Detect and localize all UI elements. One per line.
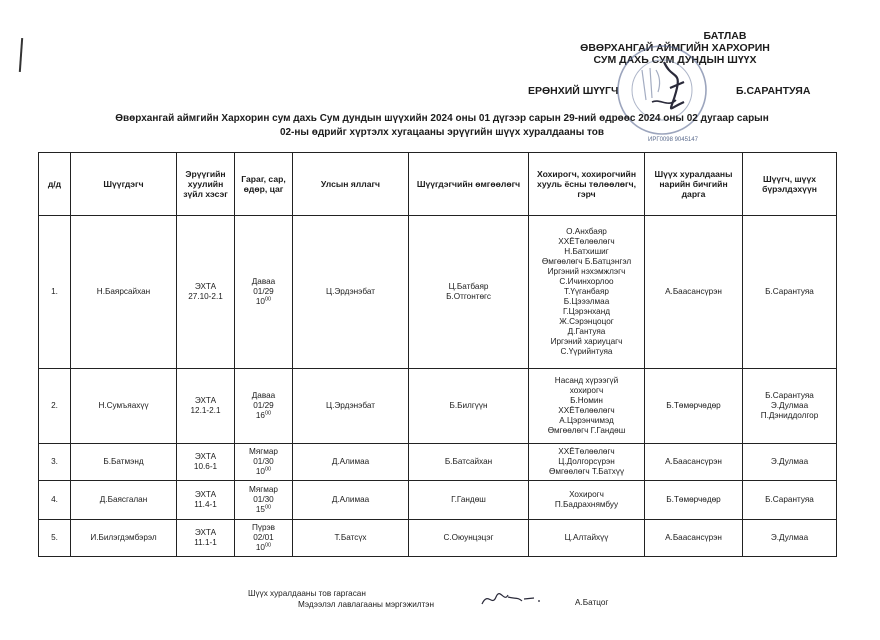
table-row (39, 216, 837, 369)
cell-datetime (235, 216, 293, 369)
cell-day: Пүрэв (251, 523, 276, 532)
cell-prosecutor: Т.Батсүх (293, 520, 409, 557)
cell-time-hour: 16 (255, 411, 265, 420)
cell-time-minutes: 00 (264, 542, 272, 549)
cell-judge: Б.Сарантуяа Э.Дулмаа П.Дэниддолгор (743, 369, 837, 444)
approval-line-2: СУМ ДАХЬ СУМ ДУНДЫН ШҮҮХ (593, 54, 757, 66)
cell-article: ЭХТА 11.1-1 (177, 520, 235, 557)
cell-victims: Хохирогч П.Бадрахнямбуу (529, 481, 645, 520)
cell-time-minutes: 00 (264, 504, 272, 511)
cell-victims: Насанд хүрээгүй хохирогч Б.Номин ХХЁТөлөөлөгч А.Цэрэнчимэд Өмгөөлөгч Г.Гандөш (529, 369, 645, 444)
cell-time (237, 297, 290, 307)
cell-time-hour: 10 (255, 543, 265, 552)
cell-article: ЭХТА 11.4-1 (177, 481, 235, 520)
header-victims: Хохирогч, хохирогчийн хууль ёсны төлөөлөгч, гэрч (529, 153, 645, 216)
cell-defender: Б.Батсайхан (409, 444, 529, 481)
cell-defender: С.Оюунцэцэг (409, 520, 529, 557)
cell-time-hour: 10 (255, 297, 265, 306)
cell-time-minutes: 00 (264, 296, 272, 303)
cell-date: 01/29 (253, 401, 274, 410)
header-prosecutor: Улсын яллагч (293, 153, 409, 216)
cell-defender: Ц.Батбаяр Б.Отгонтөгс (409, 216, 529, 369)
header-article: Эрүүгийн хуулийн зүйл хэсэг (177, 153, 235, 216)
cell-day: Даваа (251, 277, 276, 286)
header-datetime: Гараг, сар, өдөр, цаг (235, 153, 293, 216)
approval-line-1: ӨВӨРХАНГАЙ АЙМГИЙН ХАРХОРИН (580, 42, 770, 54)
document-title (52, 112, 832, 140)
cell-time-minutes: 00 (264, 466, 272, 473)
stamp-code: ИРГ0098 9045147 (648, 137, 698, 143)
cell-article: ЭХТА 27.10-2.1 (177, 216, 235, 369)
cell-secretary: А.Баасансүрэн (645, 520, 743, 557)
cell-date: 02/01 (253, 533, 274, 542)
cell-number: 1. (39, 216, 71, 369)
approval-signer-title: ЕРӨНХИЙ ШҮҮГЧ (528, 85, 619, 97)
cell-defendant: Б.Батмэнд (71, 444, 177, 481)
cell-secretary: Б.Төмөрчөдөр (645, 481, 743, 520)
cell-defender: Б.Билгүүн (409, 369, 529, 444)
header-defendant: Шүүгдэгч (71, 153, 177, 216)
table-row (39, 481, 837, 520)
cell-judge: Э.Дулмаа (743, 444, 837, 481)
header-secretary: Шүүх хуралдааны нарийн бичгийн дарга (645, 153, 743, 216)
cell-number: 5. (39, 520, 71, 557)
cell-date: 01/30 (253, 495, 274, 504)
cell-time (237, 505, 290, 515)
cell-defender: Г.Гандөш (409, 481, 529, 520)
cell-day: Даваа (251, 391, 276, 400)
cell-secretary: А.Баасансүрэн (645, 444, 743, 481)
cell-time-hour: 10 (255, 467, 265, 476)
cell-time (237, 411, 290, 421)
hearing-schedule-table (38, 152, 837, 557)
cell-number: 2. (39, 369, 71, 444)
cell-time-hour: 15 (255, 505, 265, 514)
footer-name: А.Батцог (575, 598, 609, 607)
table-header-row (39, 153, 837, 216)
cell-victims: ХХЁТөлөөлөгч Ц.Долгорсүрэн Өмгөөлөгч Т.Батхүү (529, 444, 645, 481)
cell-date: 01/30 (253, 457, 274, 466)
cell-victims: Ц.Алтайхүү (529, 520, 645, 557)
cell-datetime (235, 444, 293, 481)
cell-article: ЭХТА 12.1-2.1 (177, 369, 235, 444)
cell-time (237, 467, 290, 477)
footer-signature-icon (478, 589, 548, 609)
cell-prosecutor: Д.Алимаа (293, 444, 409, 481)
cell-judge: Б.Сарантуяа (743, 481, 837, 520)
document-title-line-2: 02-ны өдрийг хүртэлх хугацааны эрүүгийн шүүх хуралдааны тов (279, 127, 605, 138)
cell-prosecutor: Д.Алимаа (293, 481, 409, 520)
cell-judge: Б.Сарантуяа (743, 216, 837, 369)
cell-datetime (235, 369, 293, 444)
header-judge: Шүүгч, шүүх бүрэлдэхүүн (743, 153, 837, 216)
document-title-line-1: Өвөрхангай аймгийн Хархорин сум дахь Сум дундын шүүхийн 2024 оны 01 дүгээр сарын 29-ний өдрөөс 2024 оны 02 дугаар сарын (115, 113, 769, 124)
cell-prosecutor: Ц.Эрдэнэбат (293, 216, 409, 369)
cell-day: Мягмар (249, 447, 278, 456)
cell-defendant: И.Билэгдэмбэрэл (71, 520, 177, 557)
cell-number: 4. (39, 481, 71, 520)
approval-signer-name: Б.САРАНТУЯА (736, 85, 811, 97)
table-row (39, 444, 837, 481)
cell-time (237, 543, 290, 553)
header-number: д/д (39, 153, 71, 216)
footer-prepared-by (248, 588, 434, 610)
cell-datetime (235, 520, 293, 557)
cell-datetime (235, 481, 293, 520)
cell-date: 01/29 (253, 287, 274, 296)
cell-defendant: Н.Сумъяахүү (71, 369, 177, 444)
cell-time-minutes: 00 (264, 410, 272, 417)
header-defender: Шүүгдэгчийн өмгөөлөгч (409, 153, 529, 216)
cell-prosecutor: Ц.Эрдэнэбат (293, 369, 409, 444)
cell-number: 3. (39, 444, 71, 481)
cell-judge: Э.Дулмаа (743, 520, 837, 557)
footer-line-2: Мэдээлэл лавлагааны мэргэжилтэн (298, 600, 435, 609)
footer-line-1: Шүүх хуралдааны тов гаргасан (248, 589, 366, 598)
cell-defendant: Д.Баясгалан (71, 481, 177, 520)
table-row (39, 369, 837, 444)
cell-day: Мягмар (249, 485, 278, 494)
approval-title: БАТЛАВ (703, 30, 747, 42)
cell-article: ЭХТА 10.6-1 (177, 444, 235, 481)
cell-secretary: Б.Төмөрчөдөр (645, 369, 743, 444)
cell-secretary: А.Баасансүрэн (645, 216, 743, 369)
table-row (39, 520, 837, 557)
margin-pen-mark (19, 38, 23, 72)
cell-defendant: Н.Баярсайхан (71, 216, 177, 369)
cell-victims: О.Анхбаяр ХХЁТөлөөлөгч Н.Батхишиг Өмгөөлөгч Б.Батцэнгэл Иргэний нэхэмжлэгч С.Ичинхорлоо Т.Үүганбаяр Б.Цэээлмаа Г.Цэрэнханд Ж.Сэрэнцоцог Д.Гантуяа Иргэний хариуцагч С.Үүрийнтуяа (529, 216, 645, 369)
